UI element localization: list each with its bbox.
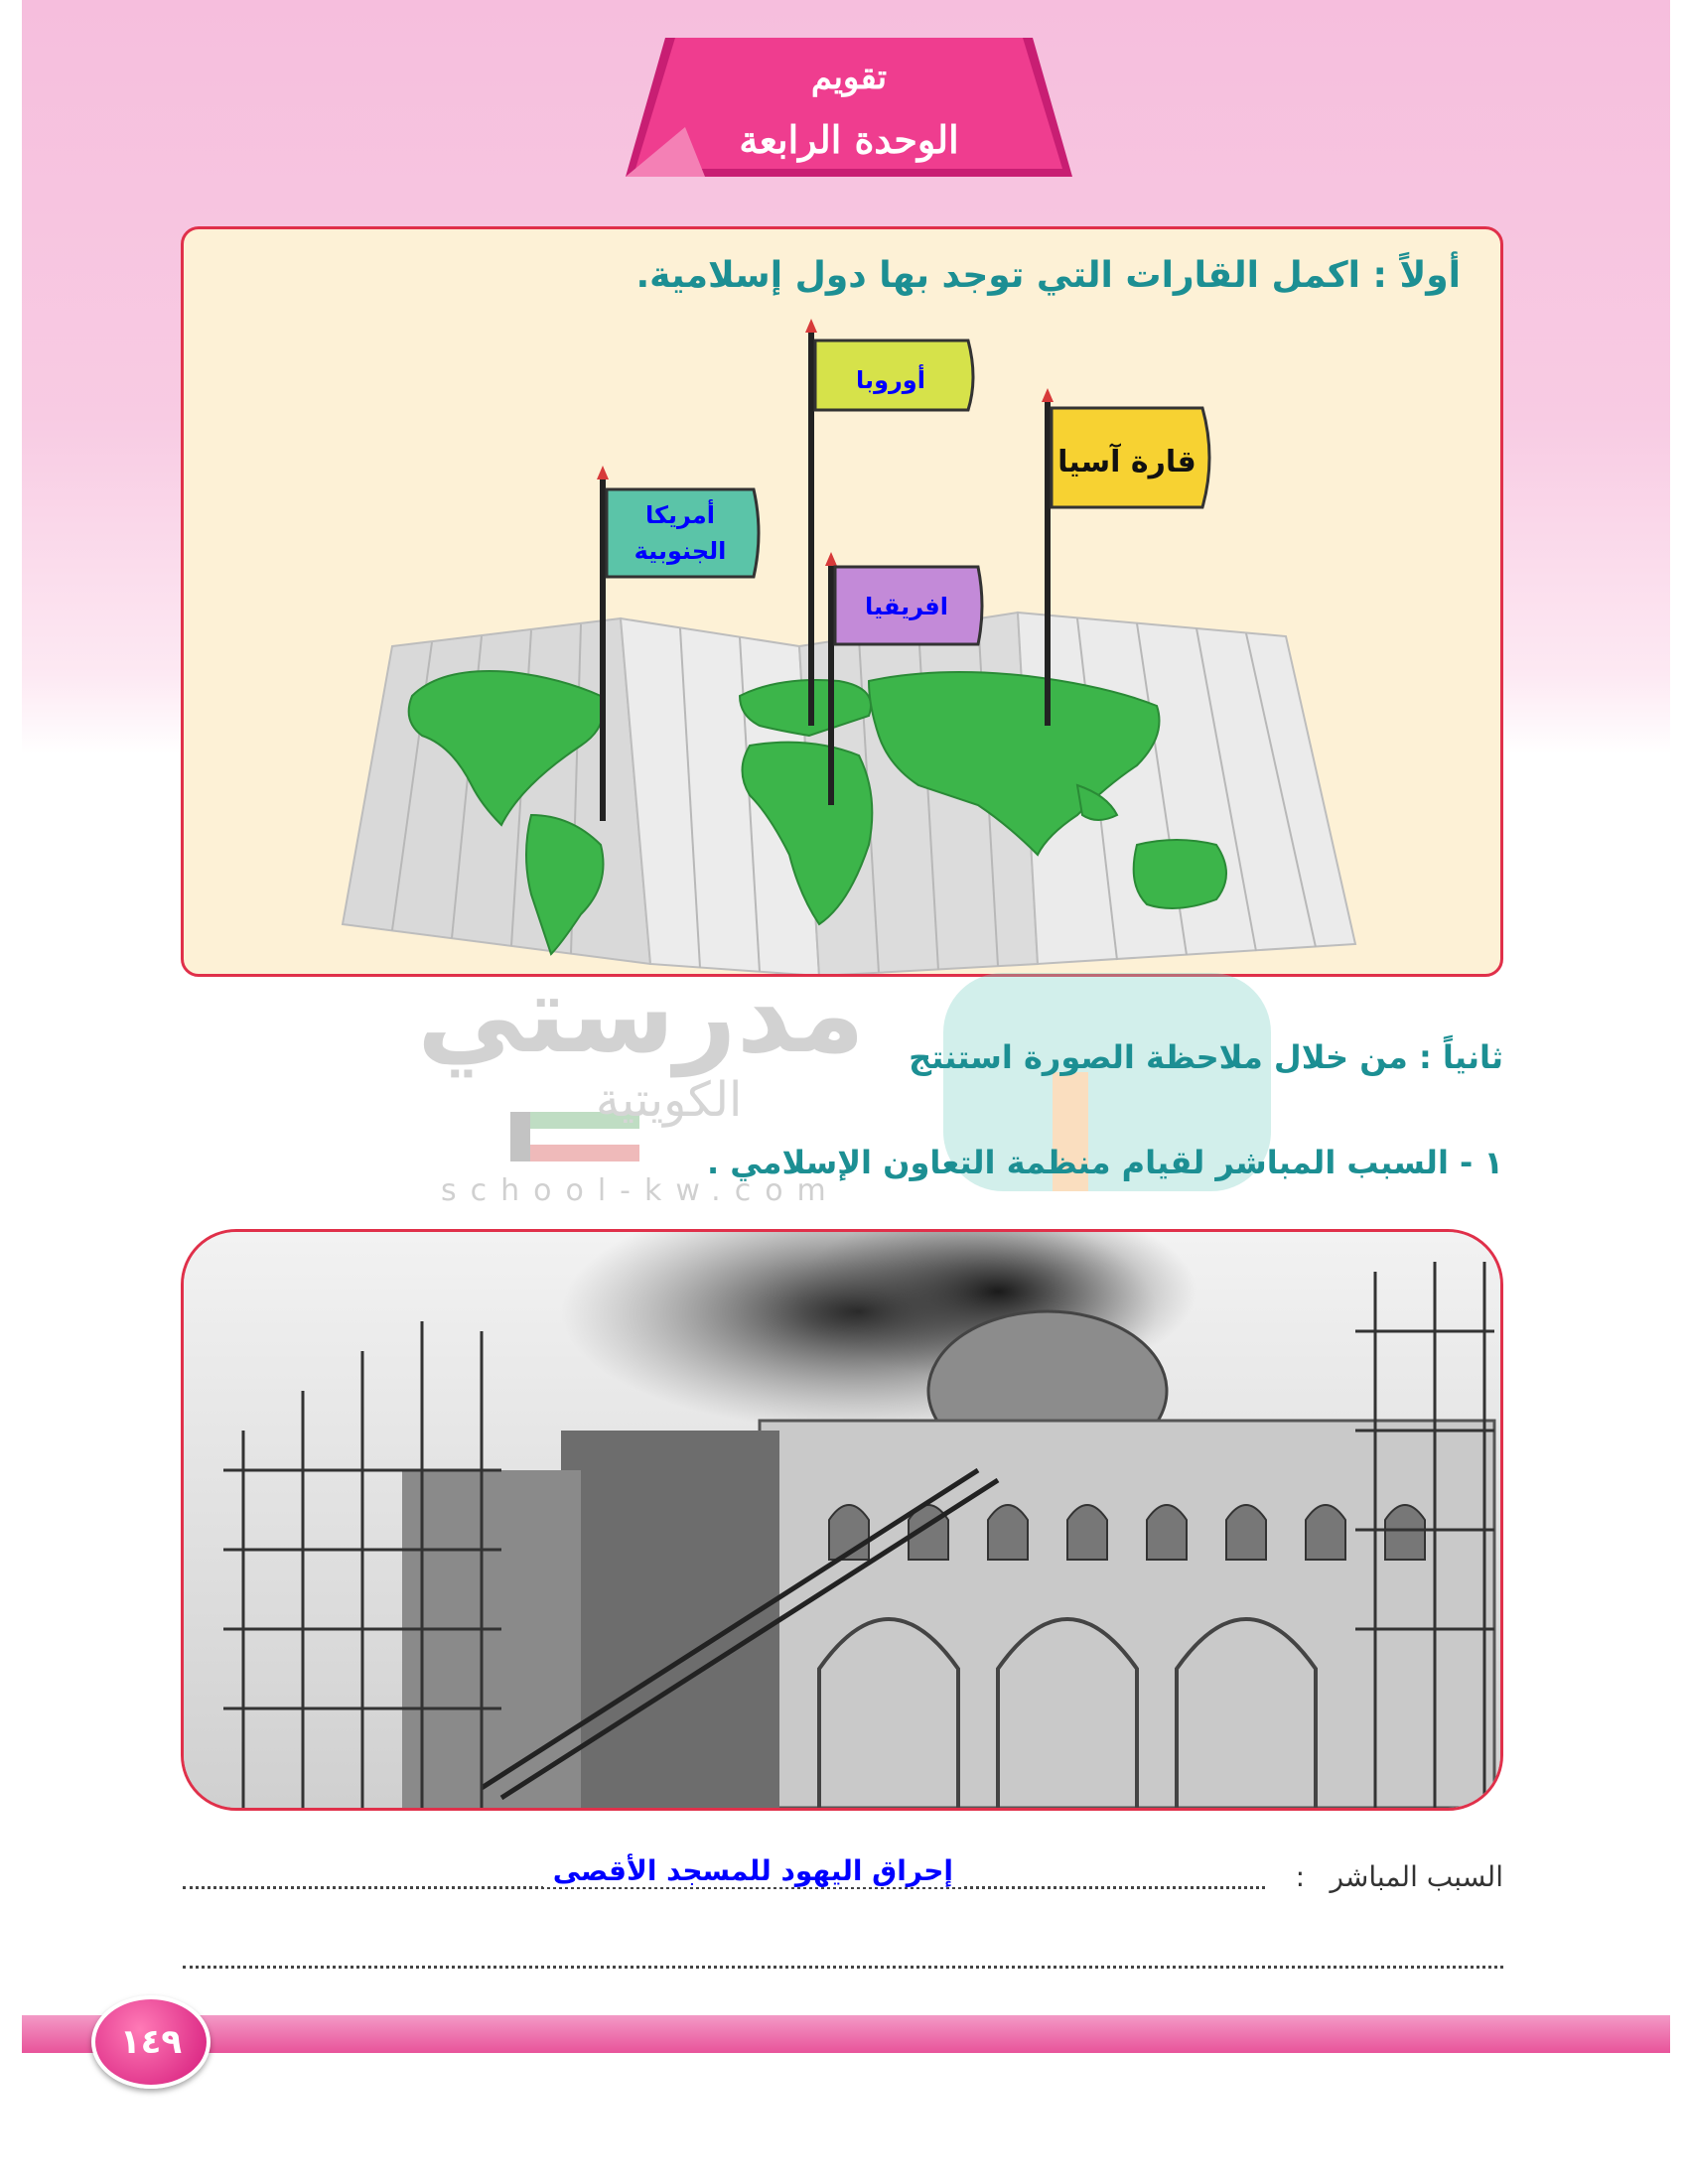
photo-illustration xyxy=(184,1232,1500,1808)
watermark-main: مدرستي xyxy=(417,953,865,1077)
watermark xyxy=(417,953,1291,1251)
header-subtitle: الوحدة الرابعة xyxy=(739,117,959,162)
world-map-illustration xyxy=(184,229,1500,974)
answer-value: إحراق اليهود للمسجد الأقصى xyxy=(543,1854,963,1887)
answer-label: السبب المباشر xyxy=(1330,1860,1503,1893)
flag-europe-label: أوروبا xyxy=(856,366,925,394)
flag-south-america-label-1: أمريكا xyxy=(645,501,715,529)
flag-south-america-label-2: الجنوبية xyxy=(633,537,727,565)
footer-bar xyxy=(22,2015,1670,2053)
watermark-url: school-kw.com xyxy=(441,1173,840,1208)
question-2: ثانياً : من خلال ملاحظة الصورة استنتج xyxy=(909,1038,1503,1076)
flag-asia-label: قارة آسيا xyxy=(1057,445,1196,479)
aqsa-fire-photo xyxy=(181,1229,1503,1811)
answer-colon: : xyxy=(1295,1860,1305,1893)
header-title: تقويم xyxy=(810,58,888,97)
question-2-item-1: ١ - السبب المباشر لقيام منظمة التعاون الإسلامي . xyxy=(706,1144,1503,1181)
answer-row xyxy=(183,1854,1503,1906)
question-1: أولاً : اكمل القارات التي توجد بها دول إسلامية. xyxy=(635,255,1461,296)
continents-exercise-box xyxy=(181,226,1503,977)
watermark-sub: الكويتية xyxy=(596,1072,743,1128)
flag-africa-label: افريقيا xyxy=(865,593,948,620)
unit-header-tab xyxy=(626,38,1072,197)
page-number: ١٤٩ xyxy=(91,1995,211,2089)
blank-dotted-line xyxy=(183,1966,1503,1969)
